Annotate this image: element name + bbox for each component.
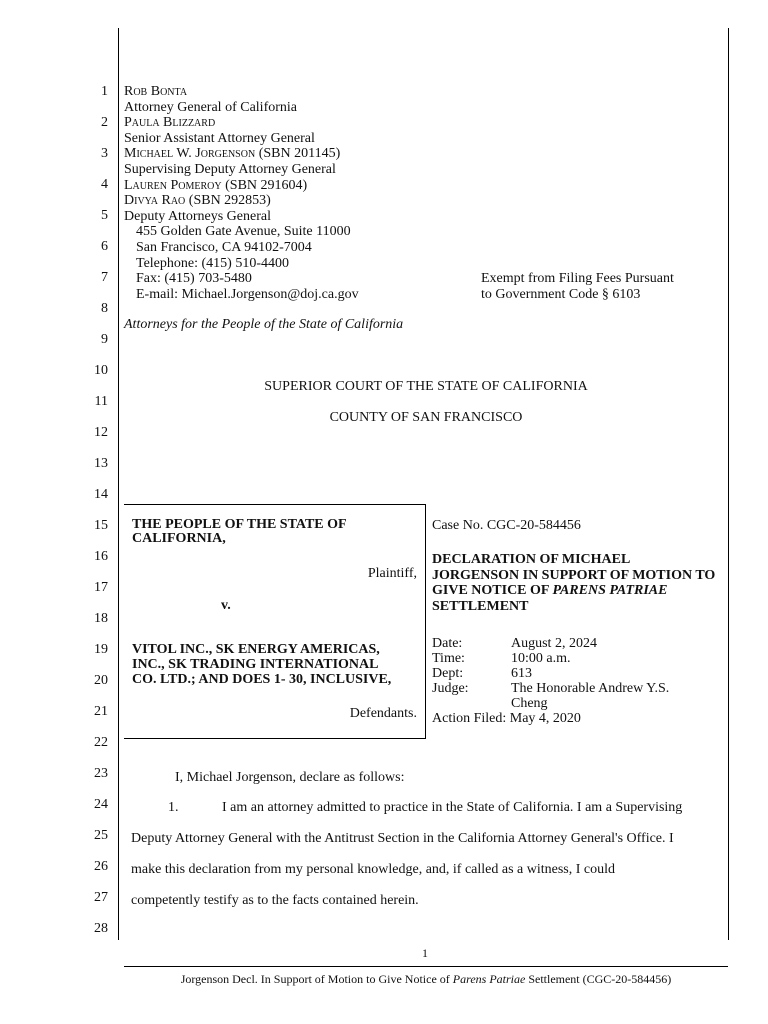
paragraph-1-line-1: I am an attorney admitted to practice in the State of California. I am a Supervising — [222, 800, 683, 815]
line-number: 18 — [94, 611, 108, 626]
defendant-names — [132, 642, 391, 687]
counsel-email: E-mail: Michael.Jorgenson@doj.ca.gov — [136, 286, 359, 302]
line-number: 5 — [101, 208, 108, 223]
line-number: 2 — [101, 115, 108, 130]
line-number: 9 — [101, 332, 108, 347]
line-number: 14 — [94, 487, 108, 502]
filing-fee-exemption — [481, 271, 674, 302]
date-label: Date: — [432, 636, 463, 651]
paragraph-1-line-4: competently testify as to the facts contained herein. — [131, 893, 419, 908]
line-number: 25 — [94, 828, 108, 843]
counsel-title-1: Attorney General of California — [124, 99, 297, 115]
line-number: 22 — [94, 735, 108, 750]
footer-part-1: Jorgenson Decl. In Support of Motion to Give Notice of — [180, 972, 453, 986]
plaintiff-line-1: THE PEOPLE OF THE STATE OF — [132, 517, 347, 532]
title-parens-patriae: PARENS PATRIAE — [552, 583, 668, 599]
line-number: 8 — [101, 301, 108, 316]
declaration-intro: I, Michael Jorgenson, declare as follows: — [175, 770, 405, 785]
line-number: 16 — [94, 549, 108, 564]
paragraph-1-line-2: Deputy Attorney General with the Antitrust Section in the California Attorney General's Office. I — [131, 831, 674, 846]
footer-caption — [124, 972, 728, 987]
left-margin-rule — [118, 28, 119, 940]
plaintiff-line-2: CALIFORNIA, — [132, 531, 226, 546]
title-line-4: SETTLEMENT — [432, 598, 529, 614]
line-number: 3 — [101, 146, 108, 161]
time-label: Time: — [432, 651, 465, 666]
paragraph-1-line-3: make this declaration from my personal knowledge, and, if called as a witness, I could — [131, 862, 616, 877]
court-name: SUPERIOR COURT OF THE STATE OF CALIFORNIA — [264, 379, 588, 394]
line-number: 19 — [94, 642, 108, 657]
counsel-name-1: Rob Bonta — [124, 84, 188, 99]
counsel-address: 455 Golden Gate Avenue, Suite 11000 — [136, 224, 351, 240]
exempt-line-1: Exempt from Filing Fees Pursuant — [481, 271, 674, 286]
judge-value-2: Cheng — [511, 696, 548, 711]
counsel-title-2: Senior Assistant Attorney General — [124, 130, 315, 146]
line-number: 20 — [94, 673, 108, 688]
line-number: 21 — [94, 704, 108, 719]
line-number: 28 — [94, 921, 108, 936]
time-value: 10:00 a.m. — [511, 651, 571, 666]
dept-value: 613 — [511, 666, 532, 681]
counsel-sbn-4: (SBN 291604) — [221, 177, 308, 193]
counsel-name-2: Paula Blizzard — [124, 115, 216, 131]
footer-part-2: Settlement (CGC-20-584456) — [525, 972, 672, 986]
counsel-fax: Fax: (415) 703-5480 — [136, 271, 252, 287]
judge-value-1: The Honorable Andrew Y.S. — [511, 681, 670, 696]
title-line-3: GIVE NOTICE OF — [432, 583, 553, 599]
line-number: 17 — [94, 580, 108, 595]
counsel-block — [124, 84, 359, 302]
attorneys-for: Attorneys for the People of the State of California — [124, 317, 404, 332]
counsel-name-3: Michael W. Jorgenson — [124, 146, 256, 162]
paragraph-number: 1. — [168, 800, 179, 815]
line-number: 24 — [94, 797, 108, 812]
counsel-title-3: Supervising Deputy Attorney General — [124, 161, 336, 177]
defendant-role: Defendants. — [349, 706, 417, 721]
date-value: August 2, 2024 — [511, 636, 597, 651]
counsel-sbn-3: (SBN 201145) — [255, 146, 341, 162]
counsel-telephone: Telephone: (415) 510-4400 — [136, 255, 289, 271]
hearing-info — [432, 636, 669, 726]
versus: v. — [221, 598, 231, 613]
court-county: COUNTY OF SAN FRANCISCO — [329, 410, 523, 425]
footer-rule — [124, 966, 728, 967]
line-number: 6 — [101, 239, 108, 254]
counsel-sbn-5: (SBN 292853) — [185, 193, 271, 209]
title-line-1: DECLARATION OF MICHAEL — [432, 552, 631, 567]
defendant-line-1: VITOL INC., SK ENERGY AMERICAS, — [132, 642, 380, 657]
line-number: 7 — [101, 270, 108, 285]
line-number: 27 — [94, 890, 108, 905]
plaintiff-role: Plaintiff, — [367, 566, 417, 581]
plaintiff-name — [132, 518, 347, 546]
footer-italic: Parens Patriae — [452, 972, 526, 986]
line-number: 23 — [94, 766, 108, 781]
line-number: 12 — [94, 425, 108, 440]
right-margin-rule — [728, 28, 729, 940]
counsel-city: San Francisco, CA 94102-7004 — [136, 239, 312, 255]
line-number: 13 — [94, 456, 108, 471]
action-filed: Action Filed: May 4, 2020 — [432, 711, 581, 726]
page-number: 1 — [422, 946, 428, 960]
defendant-line-3: CO. LTD.; AND DOES 1- 30, INCLUSIVE, — [132, 672, 392, 687]
line-number: 15 — [94, 518, 108, 533]
counsel-name-4: Lauren Pomeroy — [124, 177, 222, 193]
defendant-line-2: INC., SK TRADING INTERNATIONAL — [132, 657, 379, 672]
judge-label: Judge: — [432, 681, 469, 696]
counsel-name-5: Divya Rao — [124, 193, 186, 209]
line-number: 11 — [94, 394, 108, 409]
document-title — [432, 552, 715, 614]
line-number: 26 — [94, 859, 108, 874]
line-number: 4 — [101, 177, 108, 192]
dept-label: Dept: — [432, 666, 464, 681]
case-number: Case No. CGC-20-584456 — [432, 518, 581, 533]
line-number: 1 — [101, 84, 108, 99]
exempt-line-2: to Government Code § 6103 — [481, 286, 641, 302]
title-line-2: JORGENSON IN SUPPORT OF MOTION TO — [432, 567, 716, 583]
counsel-title-5: Deputy Attorneys General — [124, 208, 271, 224]
line-number: 10 — [94, 363, 108, 378]
